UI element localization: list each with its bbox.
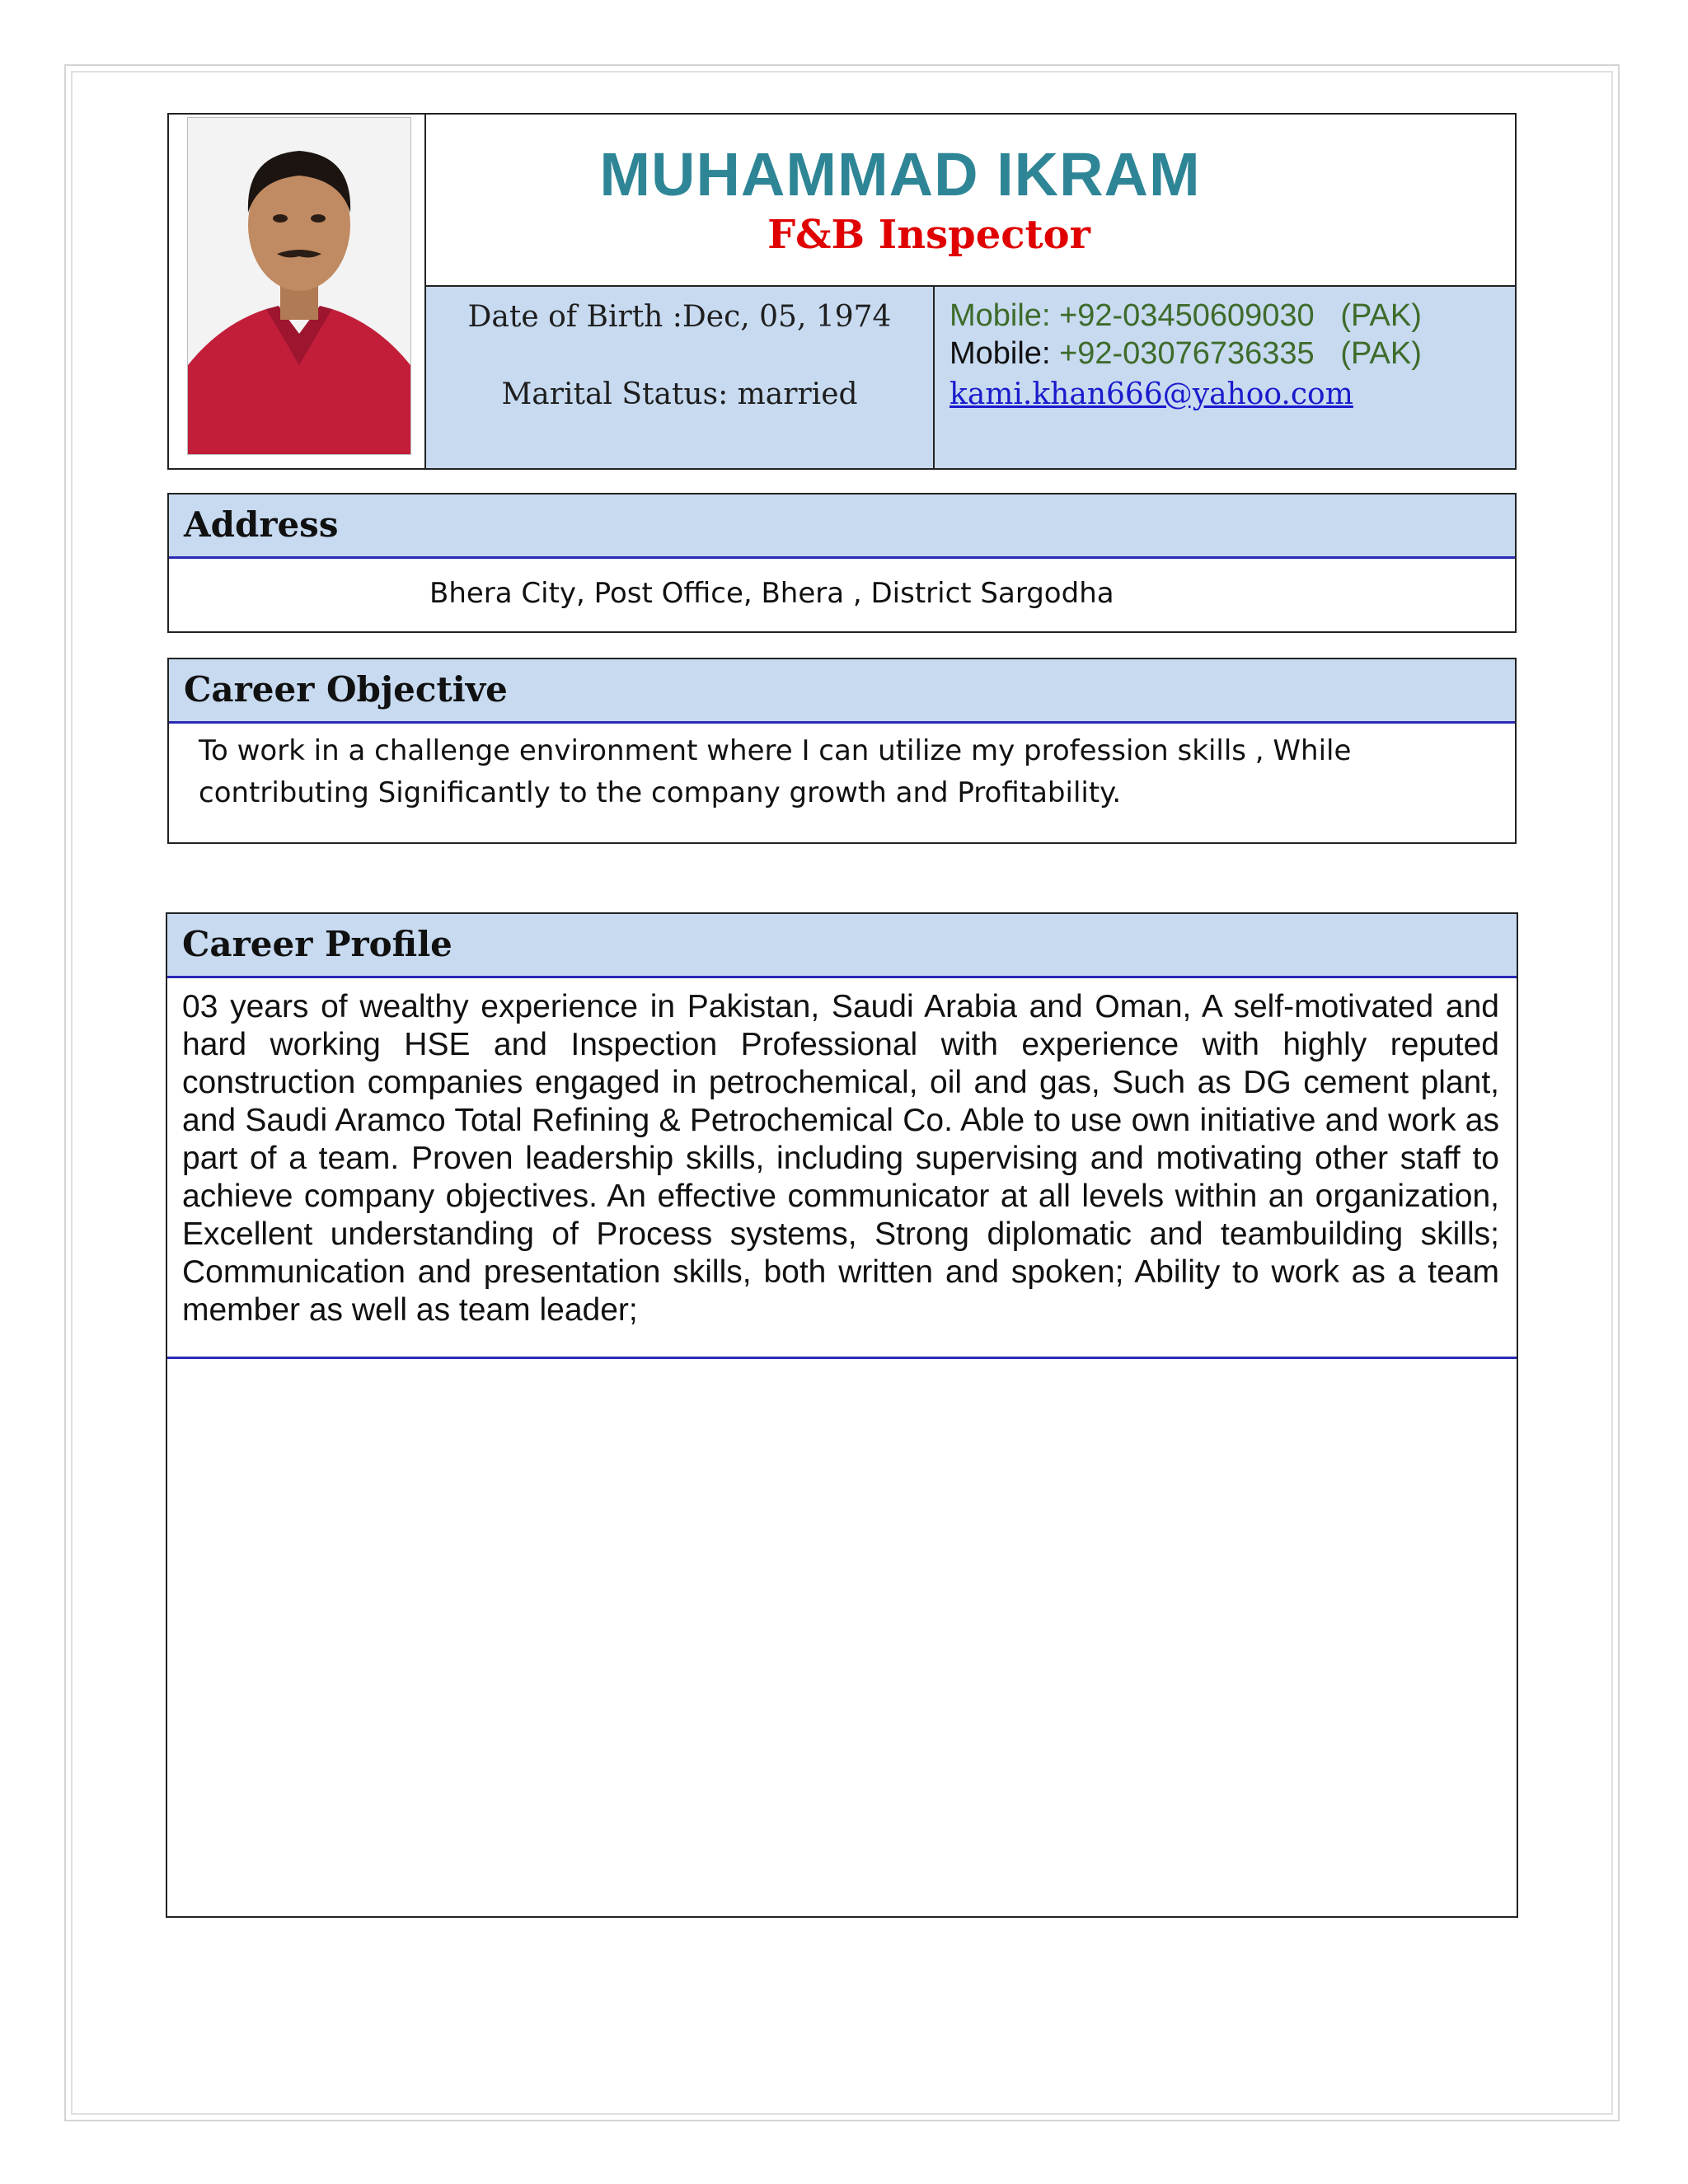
career-objective-text: To work in a challenge environment where I can utilize my profession skills , While contributing Significantly to the company growth and Profitability.: [199, 734, 1352, 809]
career-profile-section: [166, 912, 1518, 1918]
mobile-label-2: Mobile:: [950, 336, 1060, 371]
mobile-line-1: [950, 298, 1422, 334]
photo-cell: [169, 115, 426, 468]
address-section: [167, 493, 1517, 633]
candidate-role: F&B Inspector: [767, 212, 1090, 258]
section-title: Career Objective: [184, 669, 508, 710]
resume-header: [167, 113, 1517, 470]
career-objective-header: [169, 659, 1515, 724]
date-of-birth: Date of Birth :Dec, 05, 1974: [467, 300, 892, 334]
contact-info-cell: [935, 287, 1515, 468]
career-profile-header: [167, 914, 1517, 978]
candidate-name: MUHAMMAD IKRAM: [599, 140, 1201, 209]
section-title: Address: [184, 504, 339, 545]
mobile-line-2: [950, 336, 1422, 372]
email-link[interactable]: kami.khan666@yahoo.com: [950, 377, 1353, 411]
marital-status: Marital Status: married: [501, 377, 858, 411]
career-profile-body: [167, 978, 1517, 1359]
mobile-number-1: +92-03450609030 (PAK): [1059, 298, 1422, 333]
personal-info-cell: [426, 287, 935, 468]
profile-photo: [187, 117, 411, 455]
name-cell: [426, 115, 1515, 287]
address-header: [169, 494, 1515, 559]
section-title: Career Profile: [182, 924, 452, 964]
mobile-label-1: Mobile:: [950, 298, 1060, 333]
career-profile-text: 03 years of wealthy experience in Pakistan, Saudi Arabia and Oman, A self-motivated and hard working HSE and Inspection Professional with experience with highly reputed construction companies engaged in petrochemical, oil and gas, Such as DG cement plant, and Saudi Aramco Total Refining & Petrochemical Co. Able to use own initiative and work as part of a team. Proven leadership skills, including supervising and motivating other staff to achieve company objectives. An effective communicator at all levels within an organization, Excellent understanding of Process systems, Strong diplomatic and teambuilding skills; Communication and presentation skills, both written and spoken; Ability to work as a team member as well as team leader;: [182, 989, 1499, 1328]
address-text: Bhera City, Post Office, Bhera , District Sargodha: [429, 577, 1114, 610]
career-objective-section: [167, 658, 1517, 844]
portrait-illustration: [188, 118, 410, 454]
mobile-number-2: +92-03076736335 (PAK): [1059, 336, 1422, 371]
